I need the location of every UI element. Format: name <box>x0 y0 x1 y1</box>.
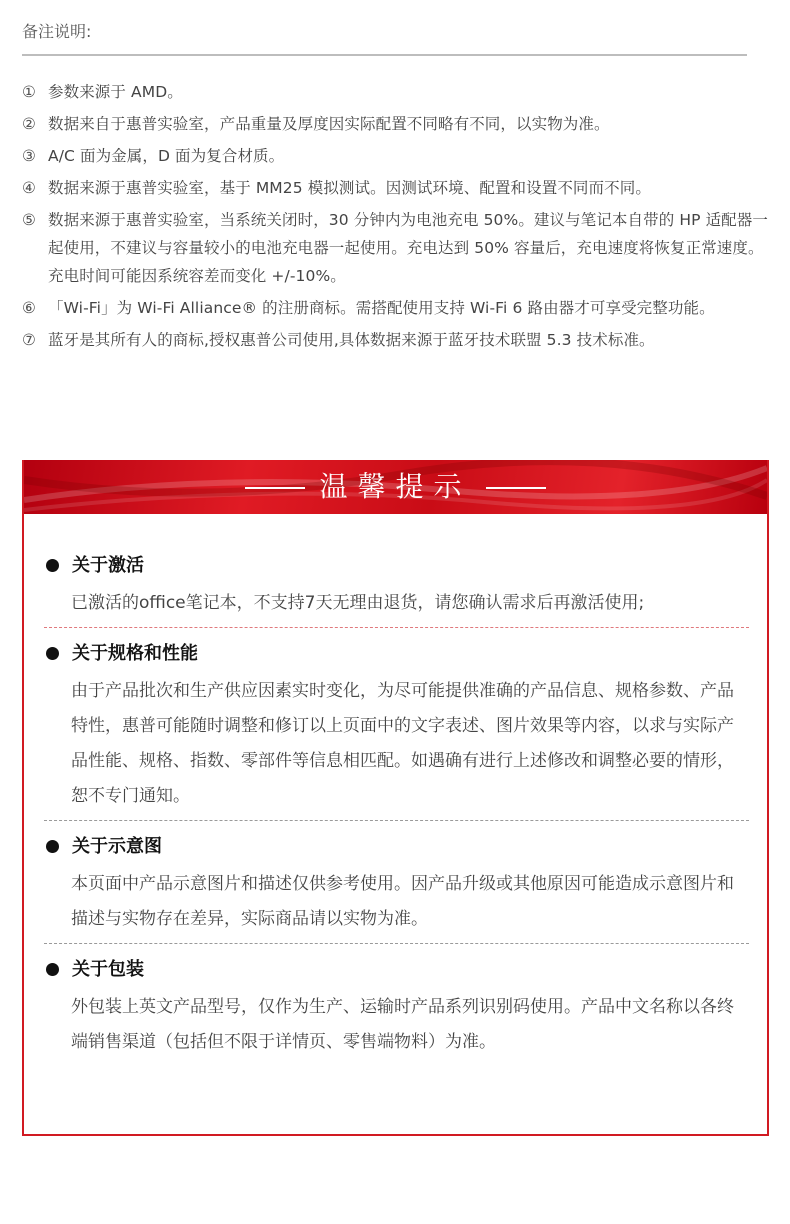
note-number: ① <box>22 83 36 101</box>
tip-section-illustration <box>44 833 749 937</box>
section-heading <box>44 640 749 668</box>
note-number: ② <box>22 115 36 133</box>
note-item <box>22 294 774 322</box>
note-item <box>22 174 774 202</box>
tips-content <box>44 552 749 1060</box>
note-text: 数据来自于惠普实验室，产品重量及厚度因实际配置不同略有不同，以实物为准。 <box>48 115 610 133</box>
section-heading-text: 关于示意图 <box>72 836 162 857</box>
note-item <box>22 78 774 106</box>
tips-title <box>24 460 767 514</box>
note-item <box>22 110 774 138</box>
tip-section-activation <box>44 552 749 621</box>
section-body: 已激活的office笔记本，不支持7天无理由退货，请您确认需求后再激活使用; <box>71 593 645 613</box>
tips-box <box>22 460 769 1136</box>
section-heading-text: 关于规格和性能 <box>72 643 198 664</box>
tip-section-packaging <box>44 956 749 1060</box>
note-number: ⑤ <box>22 211 36 229</box>
note-item <box>22 142 774 170</box>
note-text: 参数来源于 AMD。 <box>48 83 183 101</box>
section-heading-text: 关于激活 <box>72 555 144 576</box>
title-dash-right <box>486 487 546 489</box>
title-dash-left <box>245 487 305 489</box>
tips-title-text: 温馨提示 <box>319 470 472 503</box>
section-heading <box>44 552 749 580</box>
note-number: ③ <box>22 147 36 165</box>
note-item <box>22 326 774 354</box>
note-text: 「Wi-Fi」为 Wi-Fi Alliance® 的注册商标。需搭配使用支持 Wi-Fi 6 路由器才可享受完整功能。 <box>48 299 715 317</box>
tip-section-specs <box>44 640 749 814</box>
section-divider <box>44 820 749 821</box>
section-body: 由于产品批次和生产供应因素实时变化，为尽可能提供准确的产品信息、规格参数、产品特性，惠普可能随时调整和修订以上页面中的文字表述、图片效果等内容，以求与实际产品性能、规格、指数、零部件等信息相匹配。如遇确有进行上述修改和调整必要的情形，恕不专门通知。 <box>71 681 734 806</box>
notes-list <box>22 78 774 358</box>
bullet-icon <box>46 963 59 976</box>
bullet-icon <box>46 647 59 660</box>
bullet-icon <box>46 840 59 853</box>
section-divider <box>44 627 749 628</box>
note-text: 数据来源于惠普实验室，基于 MM25 模拟测试。因测试环境、配置和设置不同而不同。 <box>48 179 651 197</box>
section-heading <box>44 833 749 861</box>
bullet-icon <box>46 559 59 572</box>
tips-banner <box>24 460 767 514</box>
section-body: 外包装上英文产品型号，仅作为生产、运输时产品系列识别码使用。产品中文名称以各终端销售渠道（包括但不限于详情页、零售端物料）为准。 <box>71 997 734 1052</box>
note-number: ⑦ <box>22 331 36 349</box>
section-heading-text: 关于包装 <box>72 959 144 980</box>
note-item <box>22 206 774 290</box>
note-text: 蓝牙是其所有人的商标,授权惠普公司使用,具体数据来源于蓝牙技术联盟 5.3 技术标准。 <box>48 331 655 349</box>
note-number: ④ <box>22 179 36 197</box>
section-divider <box>44 943 749 944</box>
section-heading <box>44 956 749 984</box>
note-number: ⑥ <box>22 299 36 317</box>
section-body: 本页面中产品示意图片和描述仅供参考使用。因产品升级或其他原因可能造成示意图片和描述与实物存在差异，实际商品请以实物为准。 <box>71 874 734 929</box>
notes-header: 备注说明: <box>22 20 747 56</box>
note-text: 数据来源于惠普实验室，当系统关闭时，30 分钟内为电池充电 50%。建议与笔记本自带的 HP 适配器一起使用，不建议与容量较小的电池充电器一起使用。充电达到 50% 容量后，充电速度将恢复正常速度。充电时间可能因系统容差而变化 +/-10%。 <box>48 211 768 285</box>
note-text: A/C 面为金属，D 面为复合材质。 <box>48 147 285 165</box>
